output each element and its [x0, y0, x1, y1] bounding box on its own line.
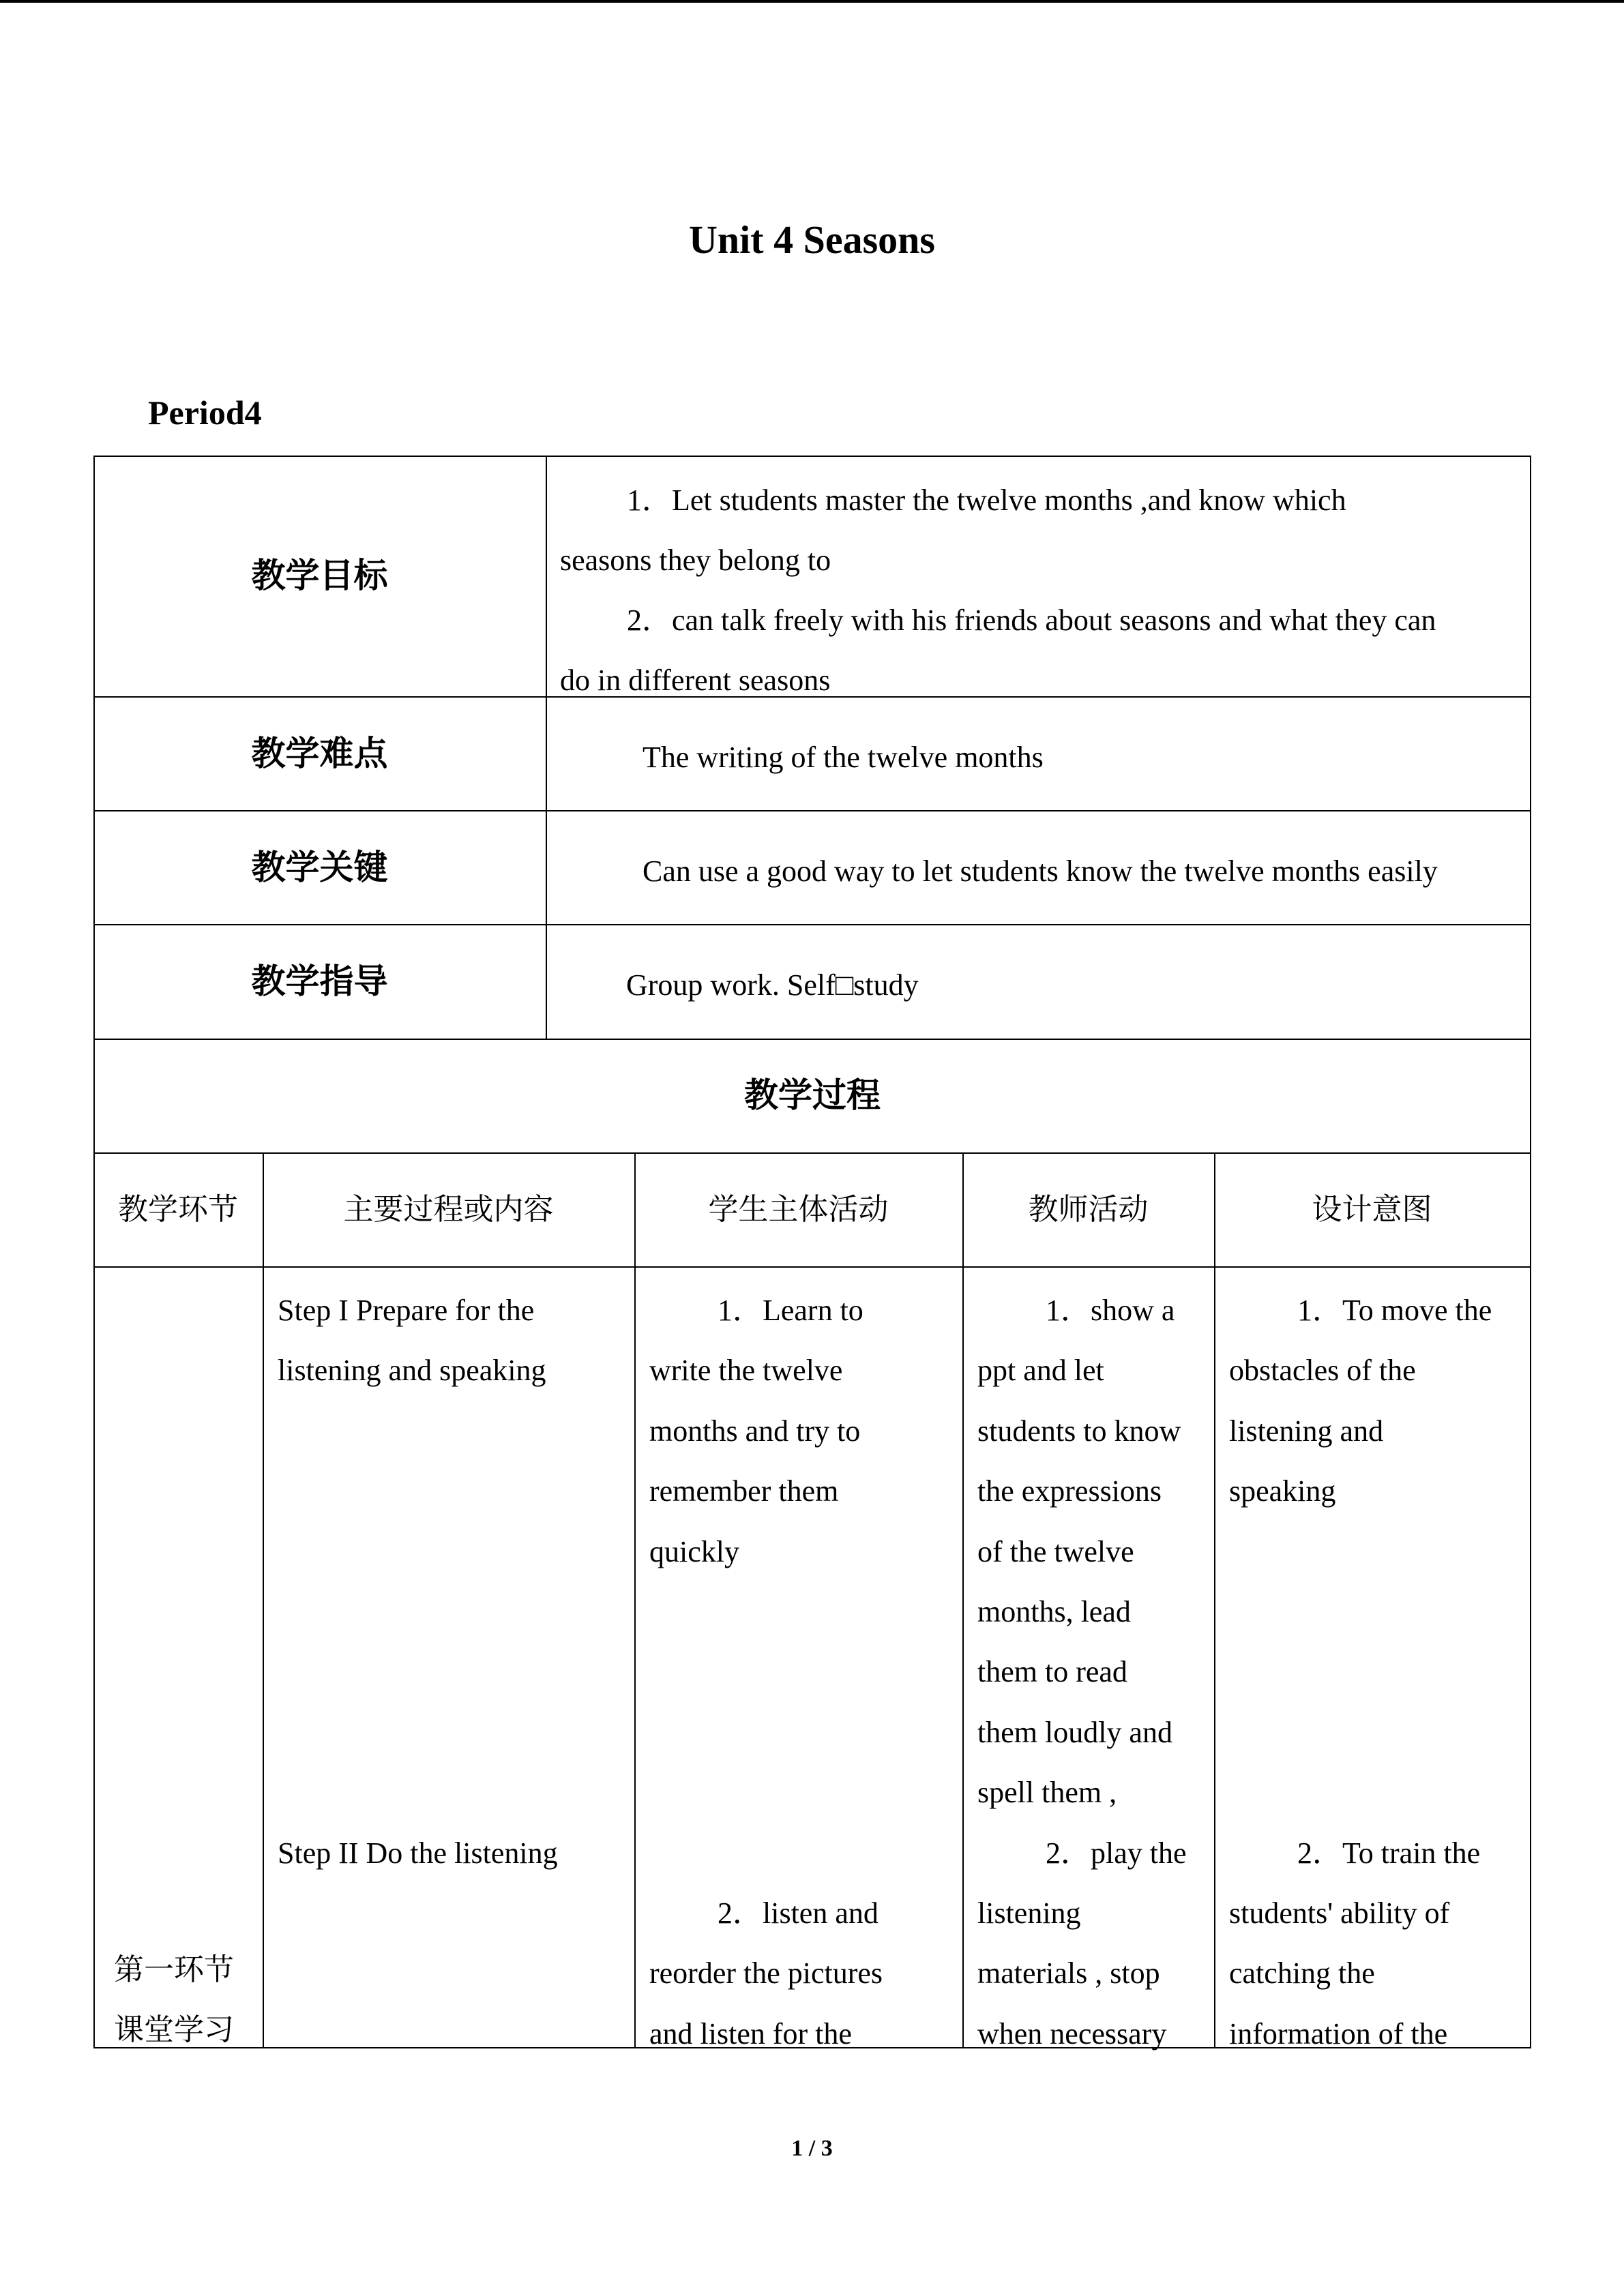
- guidance-label: 教学指导: [251, 961, 388, 1001]
- teacher-line: 1．show a: [1046, 1294, 1175, 1327]
- teacher-activity-cell: [977, 1281, 1213, 2064]
- intent-line: catching the: [1229, 1956, 1375, 1991]
- header-design-intent: 设计意图: [1312, 1192, 1432, 1227]
- guidance-content: Group work. Self□study: [626, 968, 919, 1002]
- page-number: 1 / 3: [791, 2136, 833, 2161]
- intent-line: information of the: [1229, 2016, 1448, 2051]
- key-point-content: Can use a good way to let students know the twelve months easily: [643, 854, 1438, 888]
- student-activity-cell: [649, 1281, 960, 2064]
- teacher-line: the expressions: [977, 1474, 1162, 1508]
- teacher-line: listening: [977, 1896, 1081, 1930]
- teacher-line: 2．play the: [1046, 1836, 1187, 1870]
- content-cell: [278, 1281, 629, 1883]
- student-line: reorder the pictures: [649, 1956, 883, 1991]
- intent-line: 1．To move the: [1297, 1294, 1492, 1327]
- process-title: 教学过程: [744, 1075, 881, 1115]
- teacher-line: materials , stop: [977, 1956, 1160, 1991]
- objectives-label: 教学目标: [251, 556, 388, 595]
- objective-line: seasons they belong to: [560, 543, 831, 577]
- content-line: Step II Do the listening: [278, 1836, 558, 1870]
- intent-line: speaking: [1229, 1474, 1336, 1508]
- teacher-line: them to read: [977, 1655, 1127, 1689]
- objective-line: 2．can talk freely with his friends about seasons and what they can: [627, 603, 1436, 637]
- teacher-line: months, lead: [977, 1595, 1131, 1629]
- teacher-line: of the twelve: [977, 1534, 1134, 1568]
- header-content: 主要过程或内容: [343, 1192, 554, 1227]
- header-stage: 教学环节: [118, 1192, 238, 1227]
- difficulty-label: 教学难点: [251, 734, 388, 773]
- stage-line: 课堂学习: [114, 2012, 234, 2047]
- intent-line: obstacles of the: [1229, 1354, 1416, 1388]
- period-label: Period4: [148, 393, 262, 432]
- header-teacher-activity: 教师活动: [1028, 1192, 1149, 1227]
- design-intent-cell: [1229, 1281, 1529, 2064]
- teacher-line: ppt and let: [977, 1354, 1104, 1388]
- teacher-line: them loudly and: [977, 1715, 1172, 1749]
- stage-cell: [114, 1940, 257, 2060]
- document-title: Unit 4 Seasons: [689, 218, 935, 262]
- student-line: quickly: [649, 1534, 739, 1568]
- objective-line: 1．Let students master the twelve months ,and know which: [627, 483, 1346, 517]
- teacher-line: students to know: [977, 1414, 1181, 1448]
- objectives-content: [560, 471, 1529, 711]
- lesson-plan-table: [93, 456, 1531, 2051]
- header-student-activity: 学生主体活动: [708, 1192, 889, 1227]
- intent-line: students' ability of: [1229, 1896, 1450, 1930]
- stage-line: 第一环节: [114, 1952, 234, 1987]
- student-line: months and try to: [649, 1414, 861, 1448]
- difficulty-content: The writing of the twelve months: [643, 741, 1044, 774]
- teacher-line: spell them ,: [977, 1776, 1117, 1810]
- intent-line: listening and: [1229, 1414, 1384, 1448]
- intent-line: 2．To train the: [1297, 1836, 1481, 1870]
- student-line: 2．listen and: [718, 1896, 879, 1930]
- page-top-border: [0, 0, 1624, 3]
- student-line: remember them: [649, 1474, 839, 1508]
- student-line: 1．Learn to: [718, 1294, 863, 1327]
- student-line: and listen for the: [649, 2016, 852, 2051]
- key-point-label: 教学关键: [251, 848, 388, 887]
- content-line: Step I Prepare for the: [278, 1294, 535, 1327]
- objective-line: do in different seasons: [560, 664, 831, 697]
- student-line: write the twelve: [649, 1354, 843, 1388]
- content-line: listening and speaking: [278, 1354, 546, 1388]
- teacher-line: when necessary: [977, 2016, 1167, 2051]
